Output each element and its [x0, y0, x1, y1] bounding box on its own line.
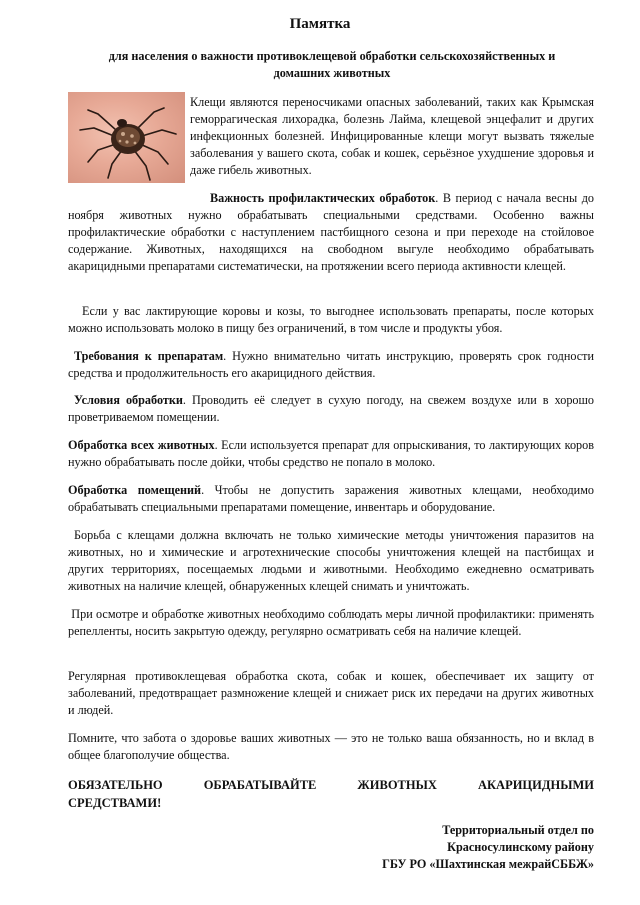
warning-word: ОБРАБАТЫВАЙТЕ — [203, 778, 317, 792]
section-paragraph — [68, 482, 594, 516]
section-text: Борьба с клещами должна включать не только химические методы уничтожения паразитов на животных, но и химические и агротехнические способы уничтожения клещей на пастбищах и других территориях, посещаемых людьми и животными. Необходимо ежедневно осматривать животных на наличие клещей, обнаруженных клещей снимать и уничтожать. — [68, 528, 595, 593]
section-text: . Нужно внимательно читать инструкцию, проверять срок годности средства и продолжительность его акарицидного действия. — [68, 349, 595, 380]
warning-callout — [68, 776, 594, 812]
section-text: Помните, что забота о здоровье ваших животных — это не только ваша обязанность, но и вклад в общее благополучие общества. — [68, 731, 594, 762]
warning-word: АКАРИЦИДНЫМИ — [477, 778, 594, 792]
section-heading: Важность профилактических обработок — [210, 191, 436, 205]
signature-line: Красносулинскому району — [447, 840, 594, 854]
section-text: При осмотре и обработке животных необходимо соблюдать меры личной профилактики: применять репелленты, носить закрытую одежду, регулярно осматривать себя на наличие клещей. — [68, 607, 594, 638]
section-paragraph — [68, 437, 594, 471]
section-paragraph — [68, 392, 594, 426]
section-text: . Проводить её следует в сухую погоду, на свежем воздухе или в хорошо проветриваемом помещении. — [68, 393, 594, 424]
section-text: . Если используется препарат для опрыскивания, то лактирующих коров нужно обрабатывать после дойки, чтобы средство не попало в молоко. — [68, 438, 595, 469]
warning-word: ЖИВОТНЫХ — [357, 778, 437, 792]
section-text: Регулярная противоклещевая обработка скота, собак и кошек, обеспечивает их защиту от заболеваний, предотвращает размножение клещей и снижает риск их передачи на других животных и людей. — [68, 669, 594, 717]
signature-line: Территориальный отдел по — [442, 823, 594, 837]
intro-paragraph: Клещи являются переносчиками опасных заболеваний, таких как Крымская геморрагическая лихорадка, болезнь Лайма, клещевой энцефалит и других инфекционных болезней. Инфицированные клещи могут вызвать тяжелые заболевания у вашего скота, собак и кошек, серьёзное ухудшение здоровья и даже гибель животных. — [190, 95, 594, 177]
section-paragraph — [68, 348, 594, 382]
section-heading: Обработка помещений — [68, 483, 202, 497]
tick-photo-icon — [68, 92, 185, 183]
signature-block — [382, 822, 594, 873]
section-paragraph — [68, 730, 594, 764]
warning-word: ОБЯЗАТЕЛЬНО — [68, 778, 163, 792]
section-paragraph — [68, 606, 594, 640]
section-text: . В период с начала весны до ноября животных нужно обрабатывать специальными средствами. Особенно важны профилактические обработки с наступлением пастбищного сезона и при переходе на стойловое содержание. Животных, находящихся на свободном выгуле необходимо обрабатывать акарицидными препаратами систематически, на протяжении всего периода активности клещей. — [68, 191, 594, 273]
section-paragraph — [68, 303, 594, 337]
section-text: Если у вас лактирующие коровы и козы, то выгоднее использовать препараты, после которых можно использовать молоко в пищу без ограничений, в том числе и продукты убоя. — [68, 304, 594, 335]
section-paragraph — [68, 190, 594, 275]
warning-line2: СРЕДСТВАМИ! — [68, 796, 162, 810]
section-paragraph — [68, 668, 594, 719]
section-heading: Обработка всех животных — [68, 438, 215, 452]
section-text: . Чтобы не допустить заражения животных клещами, необходимо обрабатывать специальными препаратами помещение, инвентарь и оборудование. — [68, 483, 594, 514]
section-heading: Требования к препаратам — [73, 349, 224, 363]
page-title: Памятка — [289, 16, 351, 32]
signature-line: ГБУ РО «Шахтинская межрайСББЖ» — [382, 857, 594, 871]
section-paragraph — [68, 527, 594, 595]
page-subtitle: для населения о важности противоклещевой обработки сельскохозяйственных и домашних животных — [108, 49, 556, 80]
section-heading: Условия обработки — [74, 393, 183, 407]
